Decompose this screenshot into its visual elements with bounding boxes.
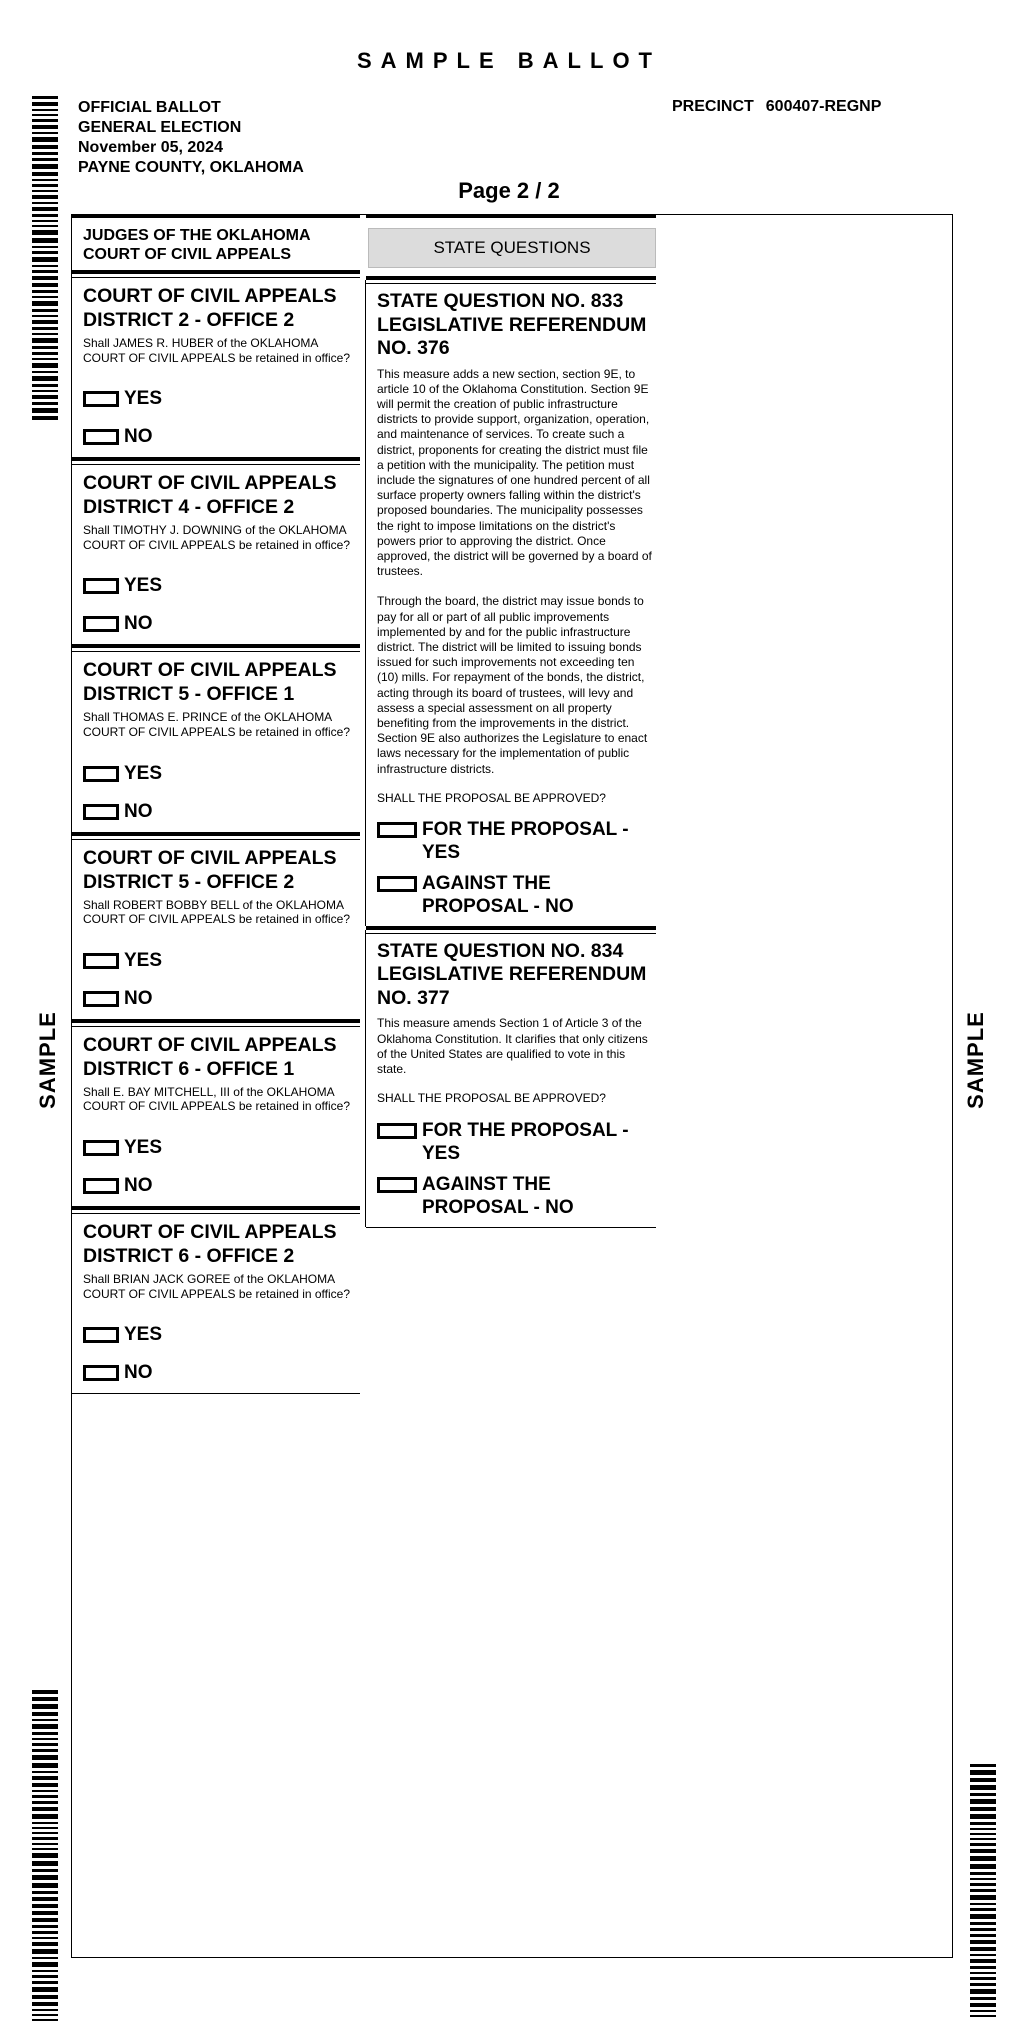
barcode-stripe [970, 1864, 996, 1869]
barcode-bottom-right [970, 1764, 996, 2020]
barcode-stripe [970, 1928, 996, 1931]
contest-divider [72, 457, 360, 461]
barcode-stripe [970, 1793, 996, 1796]
barcode-stripe [970, 2015, 996, 2017]
barcode-stripe [32, 119, 58, 122]
barcode-stripe [32, 1975, 58, 1978]
option-label: NO [124, 1174, 153, 1196]
barcode-stripe [32, 1981, 58, 1984]
contest-question: Shall THOMAS E. PRINCE of the OKLAHOMA COURT OF CIVIL APPEALS be retained in office? [83, 710, 351, 739]
barcode-stripe [970, 1966, 996, 1969]
barcode-stripe [32, 1918, 58, 1922]
barcode-stripe [32, 1911, 58, 1915]
page-number: Page 2 / 2 [458, 178, 560, 203]
barcode-stripe [32, 416, 58, 420]
barcode-stripe [970, 1843, 996, 1846]
barcode-stripe [970, 1889, 996, 1892]
precinct-label: PRECINCT [672, 98, 754, 115]
barcode-stripe [32, 2002, 58, 2006]
barcode-stripe [32, 346, 58, 349]
barcode-stripe [970, 1997, 996, 2000]
barcode-stripe [32, 1861, 58, 1866]
barcode-stripe [32, 1962, 58, 1967]
vote-target[interactable] [83, 391, 119, 407]
barcode-stripe [32, 1822, 58, 1824]
contest-question: Shall TIMOTHY J. DOWNING of the OKLAHOMA COURT OF CIVIL APPEALS be retained in office? [83, 523, 351, 552]
vote-target[interactable] [83, 429, 119, 445]
contest-title: COURT OF CIVIL APPEALS DISTRICT 6 - OFFICE 2 [83, 1220, 337, 1267]
barcode-stripe [32, 358, 58, 360]
contest-divider [72, 832, 360, 836]
barcode-stripe [970, 1908, 996, 1911]
barcode-stripe [32, 1712, 58, 1716]
question-divider [366, 926, 656, 930]
barcode-stripe [32, 1942, 58, 1946]
retention-contest [72, 1210, 360, 1393]
barcode-stripe [32, 1783, 58, 1787]
barcode-stripe [970, 1940, 996, 1944]
question-text: This measure amends Section 1 of Article 3 of the Oklahoma Constitution. It clarifies that only citizens of the United States are qualified to vote in this state. [377, 1016, 648, 1077]
barcode-stripe [32, 1743, 58, 1746]
barcode-stripe [970, 1989, 996, 1994]
barcode-stripe [32, 125, 58, 129]
barcode-stripe [32, 96, 58, 99]
vote-target[interactable] [83, 1365, 119, 1381]
retention-contest [72, 1023, 360, 1206]
for-proposal-option[interactable] [377, 818, 652, 864]
barcode-stripe [32, 1814, 58, 1819]
barcode-stripe [32, 184, 58, 187]
yes-option[interactable] [83, 387, 354, 411]
state-questions-column [366, 214, 656, 1228]
barcode-stripe [970, 1883, 996, 1886]
vote-target[interactable] [83, 1140, 119, 1156]
barcode-stripe [970, 1895, 996, 1900]
barcode-stripe [32, 1995, 58, 1999]
barcode-stripe [32, 320, 58, 324]
barcode-stripe [32, 371, 58, 373]
no-option[interactable] [83, 987, 354, 1011]
contest-divider [72, 270, 360, 274]
barcode-stripe [32, 246, 58, 248]
barcode-stripe [32, 1869, 58, 1872]
barcode-stripe [32, 238, 58, 243]
retention-contest [72, 274, 360, 457]
barcode-stripe [970, 1778, 996, 1782]
barcode-stripe [32, 290, 58, 293]
no-option[interactable] [83, 1174, 354, 1198]
yes-option[interactable] [83, 949, 354, 973]
question-prompt: SHALL THE PROPOSAL BE APPROVED? [377, 1091, 606, 1106]
barcode-stripe [970, 1807, 996, 1811]
no-option[interactable] [83, 1361, 354, 1385]
barcode-stripe [32, 315, 58, 317]
header-line: November 05, 2024 [78, 139, 223, 156]
contest-question: Shall BRIAN JACK GOREE of the OKLAHOMA COURT OF CIVIL APPEALS be retained in office? [83, 1271, 351, 1301]
header-line: PAYNE COUNTY, OKLAHOMA [78, 159, 304, 176]
barcode-stripe [32, 132, 58, 134]
barcode-stripe [970, 1814, 996, 1819]
barcode-stripe [32, 1837, 58, 1840]
vote-target[interactable] [83, 616, 119, 632]
barcode-stripe [32, 1755, 58, 1760]
vote-target[interactable] [83, 953, 119, 969]
retention-contest [72, 648, 360, 831]
barcode-stripe [970, 2003, 996, 2007]
option-label: YES [124, 388, 163, 410]
no-option[interactable] [83, 612, 354, 636]
option-label: NO [124, 800, 153, 822]
barcode-stripe [970, 1838, 996, 1840]
question-title: STATE QUESTION NO. 834 LEGISLATIVE REFERENDUM NO. 377 [377, 939, 647, 1009]
barcode-stripe [32, 190, 58, 192]
contest-question: Shall E. BAY MITCHELL, III of the OKLAHOMA COURT OF CIVIL APPEALS be retained in office? [83, 1084, 351, 1114]
barcode-stripe [32, 1949, 58, 1954]
state-questions-heading: STATE QUESTIONS [368, 228, 656, 268]
barcode-stripe [32, 390, 58, 392]
barcode-stripe [32, 327, 58, 330]
barcode-stripe [32, 207, 58, 211]
barcode-stripe [32, 137, 58, 142]
barcode-stripe [32, 283, 58, 287]
state-question-833 [365, 280, 656, 926]
option-label: YES [124, 762, 163, 784]
barcode-stripe [970, 1856, 996, 1861]
barcode-stripe [32, 2019, 58, 2021]
barcode-stripe [32, 363, 58, 368]
barcode-stripe [32, 1897, 58, 1901]
contest-title: COURT OF CIVIL APPEALS DISTRICT 2 - OFFICE 2 [83, 285, 337, 331]
judges-section-heading: JUDGES OF THE OKLAHOMA COURT OF CIVIL APPEALS [83, 227, 310, 263]
barcode-top-left [32, 96, 58, 423]
vote-target[interactable] [83, 766, 119, 782]
ballot-title: SAMPLE BALLOT [357, 48, 661, 73]
judges-column [72, 214, 360, 1394]
barcode-stripe [32, 109, 58, 111]
barcode-stripe [32, 164, 58, 169]
question-prompt: SHALL THE PROPOSAL BE APPROVED? [377, 790, 606, 805]
barcode-stripe [32, 1732, 58, 1735]
vote-target[interactable] [377, 822, 417, 838]
barcode-stripe [32, 1795, 58, 1798]
barcode-stripe [32, 1937, 58, 1939]
vote-target[interactable] [377, 876, 417, 892]
barcode-stripe [970, 1822, 996, 1825]
vote-target[interactable] [83, 804, 119, 820]
barcode-stripe [32, 220, 58, 222]
vote-target[interactable] [377, 1123, 417, 1139]
barcode-stripe [970, 1977, 996, 1980]
option-label: YES [124, 949, 163, 971]
for-proposal-option[interactable] [377, 1119, 652, 1165]
barcode-stripe [32, 408, 58, 413]
barcode-stripe [32, 152, 58, 155]
barcode-stripe [32, 1738, 58, 1740]
barcode-stripe [32, 1749, 58, 1752]
contest-question: Shall JAMES R. HUBER of the OKLAHOMA COURT OF CIVIL APPEALS be retained in office? [83, 336, 351, 365]
barcode-stripe [32, 1719, 58, 1721]
barcode-stripe [970, 1914, 996, 1919]
vote-target[interactable] [377, 1177, 417, 1193]
option-label: AGAINST THE PROPOSAL - NO [422, 1173, 574, 1218]
against-proposal-option[interactable] [377, 1173, 652, 1219]
barcode-stripe [32, 1807, 58, 1811]
barcode-stripe [32, 1883, 58, 1888]
contest-title: COURT OF CIVIL APPEALS DISTRICT 4 - OFFICE 2 [83, 472, 337, 519]
question-divider [366, 276, 656, 280]
contest-divider [72, 1019, 360, 1023]
state-question-834 [365, 930, 656, 1227]
barcode-stripe [32, 1827, 58, 1829]
barcode-stripe [32, 214, 58, 217]
barcode-stripe [970, 1903, 996, 1905]
barcode-stripe [32, 1763, 58, 1768]
barcode-stripe [32, 301, 58, 306]
option-label: FOR THE PROPOSAL - YES [422, 818, 629, 863]
no-option[interactable] [83, 425, 354, 449]
barcode-stripe [32, 1801, 58, 1804]
barcode-stripe [970, 1828, 996, 1830]
option-label: NO [124, 987, 153, 1009]
barcode-stripe [970, 1799, 996, 1804]
question-text: This measure adds a new section, section 9E, to article 10 of the Oklahoma Constitution. Section 9E will permit the creation of public infrastructure districts to provide support, organization, operation, and maintenance of services. To create such a district, proponents for creating the district must file a petition with the municipality. The petition must include the signatures of one hundred percent of all surface property owners falling within the district's proposed boundaries. The municipality possesses the right to impose limitations on the district's powers prior to approving the district. Once approved, the district will be governed by a board of trustees. [377, 366, 652, 579]
barcode-stripe [32, 1771, 58, 1773]
against-proposal-option[interactable] [377, 872, 652, 918]
barcode-stripe [32, 2009, 58, 2011]
barcode-stripe [970, 1954, 996, 1956]
option-label: NO [124, 1362, 153, 1384]
barcode-stripe [32, 1970, 58, 1972]
barcode-stripe [32, 395, 58, 399]
barcode-stripe [32, 257, 58, 262]
barcode-stripe [970, 1878, 996, 1880]
header-line: OFFICIAL BALLOT [78, 99, 221, 116]
option-label: YES [124, 575, 163, 597]
barcode-stripe [32, 376, 58, 381]
header-line: GENERAL ELECTION [78, 119, 242, 136]
vote-target[interactable] [83, 578, 119, 594]
yes-option[interactable] [83, 762, 354, 786]
barcode-stripe [32, 384, 58, 387]
barcode-stripe [32, 1776, 58, 1780]
barcode-stripe [32, 1690, 58, 1694]
question-text: Through the board, the district may issue bonds to pay for all or part of all public improvements implemented by and for the public infrastructure district. The district will be limited to issuing bonds issued for such improvements not exceeding ten (10) mills. For repayment of the bonds, the district, acting through its board of trustees, will levy and assess a special assessment on all property benefiting from the improvements in the district. Section 9E also authorizes the Legislature to enact laws necessary for the implementation of public infrastructure districts. [377, 594, 648, 776]
precinct-value: 600407-REGNP [765, 98, 882, 115]
barcode-stripe [32, 202, 58, 204]
no-option[interactable] [83, 800, 354, 824]
retention-contest [72, 461, 360, 644]
barcode-stripe [970, 1922, 996, 1925]
barcode-stripe [970, 1849, 996, 1853]
barcode-stripe [32, 179, 58, 181]
barcode-stripe [970, 2010, 996, 2012]
barcode-bottom-left [32, 1690, 58, 2024]
barcode-stripe [970, 1983, 996, 1986]
barcode-stripe [970, 1764, 996, 1767]
barcode-stripe [32, 333, 58, 335]
barcode-stripe [32, 1957, 58, 1959]
barcode-stripe [970, 1872, 996, 1875]
barcode-stripe [32, 1724, 58, 1729]
vote-target[interactable] [83, 991, 119, 1007]
vote-target[interactable] [83, 1327, 119, 1343]
yes-option[interactable] [83, 1323, 354, 1347]
barcode-stripe [970, 1972, 996, 1974]
yes-option[interactable] [83, 1136, 354, 1160]
ballot-header [78, 98, 304, 178]
barcode-stripe [32, 1853, 58, 1858]
barcode-stripe [32, 1904, 58, 1908]
barcode-stripe [32, 276, 58, 280]
barcode-stripe [32, 158, 58, 161]
barcode-stripe [970, 1770, 996, 1775]
barcode-stripe [32, 1697, 58, 1701]
section-divider [366, 214, 656, 218]
barcode-stripe [32, 352, 58, 355]
contest-question: Shall ROBERT BOBBY BELL of the OKLAHOMA COURT OF CIVIL APPEALS be retained in office? [83, 897, 351, 927]
option-label: FOR THE PROPOSAL - YES [422, 1119, 629, 1164]
sample-watermark-left: SAMPLE [35, 1011, 60, 1109]
option-label: YES [124, 1324, 163, 1346]
barcode-stripe [32, 296, 58, 298]
barcode-stripe [32, 309, 58, 312]
contest-title: COURT OF CIVIL APPEALS DISTRICT 5 - OFFICE 2 [83, 846, 337, 893]
barcode-stripe [32, 1832, 58, 1834]
barcode-stripe [32, 1790, 58, 1792]
precinct [672, 98, 881, 116]
barcode-stripe [32, 102, 58, 106]
barcode-stripe [32, 251, 58, 254]
barcode-stripe [970, 1785, 996, 1790]
barcode-stripe [32, 2014, 58, 2016]
barcode-stripe [970, 1833, 996, 1835]
barcode-stripe [32, 1843, 58, 1845]
barcode-stripe [32, 1987, 58, 1992]
barcode-stripe [32, 270, 58, 273]
barcode-stripe [32, 265, 58, 267]
yes-option[interactable] [83, 574, 354, 598]
question-title: STATE QUESTION NO. 833 LEGISLATIVE REFERENDUM NO. 376 [377, 290, 647, 359]
contest-divider [72, 1206, 360, 1210]
barcode-stripe [970, 1934, 996, 1937]
barcode-stripe [32, 230, 58, 235]
barcode-stripe [32, 145, 58, 149]
barcode-stripe [32, 114, 58, 116]
barcode-stripe [32, 338, 58, 343]
option-label: NO [124, 426, 153, 448]
barcode-stripe [32, 1931, 58, 1934]
barcode-stripe [32, 172, 58, 176]
barcode-stripe [32, 195, 58, 199]
vote-target[interactable] [83, 1178, 119, 1194]
option-label: NO [124, 613, 153, 635]
barcode-stripe [32, 1848, 58, 1850]
barcode-stripe [32, 1704, 58, 1709]
barcode-stripe [32, 1875, 58, 1880]
retention-contest [72, 836, 360, 1019]
barcode-stripe [970, 1947, 996, 1951]
column-end-rule [366, 1227, 656, 1228]
sample-watermark-right: SAMPLE [963, 1011, 988, 1109]
barcode-stripe [32, 1925, 58, 1928]
option-label: YES [124, 1136, 163, 1158]
barcode-stripe [32, 225, 58, 227]
option-label: AGAINST THE PROPOSAL - NO [422, 872, 574, 917]
column-end-rule [72, 1393, 360, 1394]
contest-title: COURT OF CIVIL APPEALS DISTRICT 5 - OFFICE 1 [83, 659, 337, 706]
barcode-stripe [970, 1959, 996, 1963]
barcode-stripe [32, 1891, 58, 1894]
contest-title: COURT OF CIVIL APPEALS DISTRICT 6 - OFFICE 1 [83, 1033, 337, 1080]
contest-divider [72, 644, 360, 648]
barcode-stripe [32, 402, 58, 405]
